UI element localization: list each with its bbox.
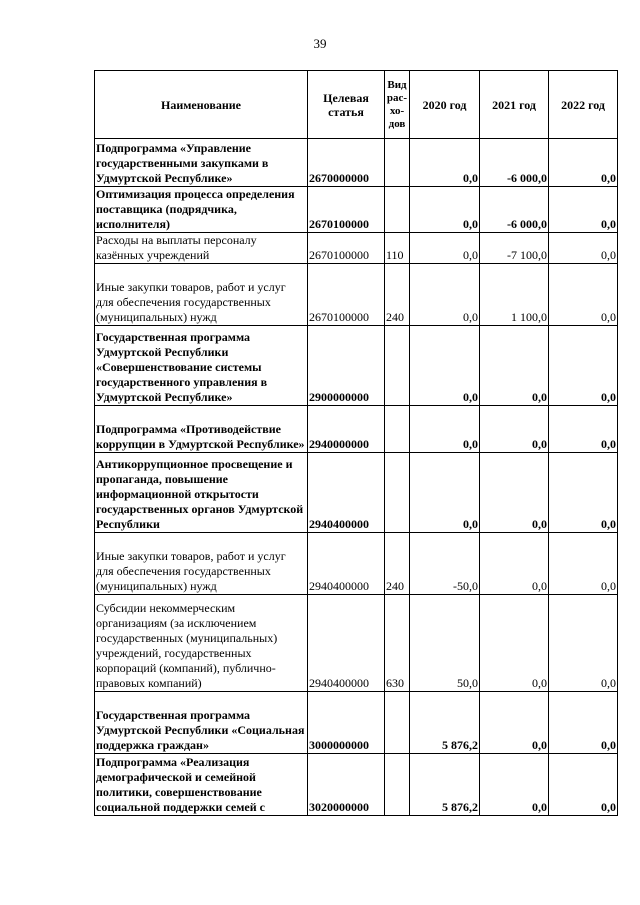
table-row: [95, 453, 618, 533]
row-target-article: 3020000000: [308, 754, 385, 816]
row-target-article: 2940400000: [308, 595, 385, 692]
row-value-2022: 0,0: [549, 754, 618, 816]
row-expense-type: 240: [385, 264, 410, 326]
row-value-2020: -50,0: [410, 533, 480, 595]
row-name: Расходы на выплаты персоналу казённых учреждений: [95, 233, 308, 264]
row-target-article: 2940400000: [308, 453, 385, 533]
row-value-2022: 0,0: [549, 326, 618, 406]
budget-table: [94, 70, 618, 816]
table-row: [95, 754, 618, 816]
row-name: Подпрограмма «Противодействие коррупции в Удмуртской Республике»: [95, 406, 308, 453]
row-target-article: 2940400000: [308, 533, 385, 595]
table-row: [95, 326, 618, 406]
row-value-2020: 0,0: [410, 264, 480, 326]
row-value-2022: 0,0: [549, 595, 618, 692]
page-number: 39: [313, 36, 327, 51]
row-value-2022: 0,0: [549, 406, 618, 453]
row-expense-type: [385, 187, 410, 233]
row-value-2020: 0,0: [410, 233, 480, 264]
row-target-article: 2940000000: [308, 406, 385, 453]
row-value-2021: 0,0: [480, 692, 549, 754]
row-expense-type: [385, 453, 410, 533]
row-value-2021: 1 100,0: [480, 264, 549, 326]
row-value-2020: 50,0: [410, 595, 480, 692]
row-name: Иные закупки товаров, работ и услуг для обеспечения государственных (муниципальных) нужд: [95, 533, 308, 595]
row-expense-type: [385, 692, 410, 754]
table-row: [95, 233, 618, 264]
row-name: Государственная программа Удмуртской Республики «Социальная поддержка граждан»: [95, 692, 308, 754]
row-name: Подпрограмма «Реализация демографической и семейной политики, совершенствование социальной поддержки семей с: [95, 754, 308, 816]
row-expense-type: [385, 406, 410, 453]
header-2021: 2021 год: [480, 71, 549, 139]
row-expense-type: [385, 326, 410, 406]
header-target-article: Целевая статья: [308, 71, 385, 139]
row-value-2021: 0,0: [480, 453, 549, 533]
row-value-2021: 0,0: [480, 595, 549, 692]
row-target-article: 2670100000: [308, 264, 385, 326]
row-value-2021: 0,0: [480, 533, 549, 595]
row-value-2021: 0,0: [480, 754, 549, 816]
row-name: Иные закупки товаров, работ и услуг для обеспечения государственных (муниципальных) нужд: [95, 264, 308, 326]
row-value-2022: 0,0: [549, 692, 618, 754]
row-expense-type: 630: [385, 595, 410, 692]
header-2022: 2022 год: [549, 71, 618, 139]
row-value-2020: 5 876,2: [410, 754, 480, 816]
header-name: Наименование: [95, 71, 308, 139]
row-value-2020: 0,0: [410, 453, 480, 533]
table-row: [95, 533, 618, 595]
row-expense-type: [385, 754, 410, 816]
row-target-article: 3000000000: [308, 692, 385, 754]
table-row: [95, 406, 618, 453]
row-name: Государственная программа Удмуртской Республики «Совершенствование системы государственного управления в Удмуртской Республике»: [95, 326, 308, 406]
table-header-row: [95, 71, 618, 139]
row-name: Оптимизация процесса определения поставщика (подрядчика, исполнителя): [95, 187, 308, 233]
row-value-2021: 0,0: [480, 326, 549, 406]
row-expense-type: [385, 139, 410, 187]
row-target-article: 2670100000: [308, 233, 385, 264]
row-value-2022: 0,0: [549, 233, 618, 264]
header-2020: 2020 год: [410, 71, 480, 139]
row-target-article: 2670100000: [308, 187, 385, 233]
row-name: Субсидии некоммерческим организациям (за исключением государственных (муниципальных) учреждений, государственных корпораций (компаний), публично-правовых компаний): [95, 595, 308, 692]
row-value-2021: -6 000,0: [480, 139, 549, 187]
row-value-2020: 0,0: [410, 139, 480, 187]
row-target-article: 2900000000: [308, 326, 385, 406]
table-body: [95, 139, 618, 816]
table-row: [95, 692, 618, 754]
row-value-2021: -7 100,0: [480, 233, 549, 264]
row-value-2022: 0,0: [549, 187, 618, 233]
row-value-2020: 5 876,2: [410, 692, 480, 754]
row-value-2021: -6 000,0: [480, 187, 549, 233]
row-value-2021: 0,0: [480, 406, 549, 453]
row-value-2020: 0,0: [410, 406, 480, 453]
row-target-article: 2670000000: [308, 139, 385, 187]
row-name: Антикоррупционное просвещение и пропаганда, повышение информационной открытости государственных органов Удмуртской Республики: [95, 453, 308, 533]
table-row: [95, 595, 618, 692]
table-row: [95, 187, 618, 233]
row-value-2022: 0,0: [549, 139, 618, 187]
row-value-2020: 0,0: [410, 187, 480, 233]
row-value-2022: 0,0: [549, 453, 618, 533]
row-value-2022: 0,0: [549, 533, 618, 595]
row-expense-type: 110: [385, 233, 410, 264]
row-expense-type: 240: [385, 533, 410, 595]
header-expense-type: Вид рас-хо-дов: [385, 71, 410, 139]
row-value-2020: 0,0: [410, 326, 480, 406]
row-value-2022: 0,0: [549, 264, 618, 326]
row-name: Подпрограмма «Управление государственными закупками в Удмуртской Республике»: [95, 139, 308, 187]
table-row: [95, 139, 618, 187]
table-row: [95, 264, 618, 326]
